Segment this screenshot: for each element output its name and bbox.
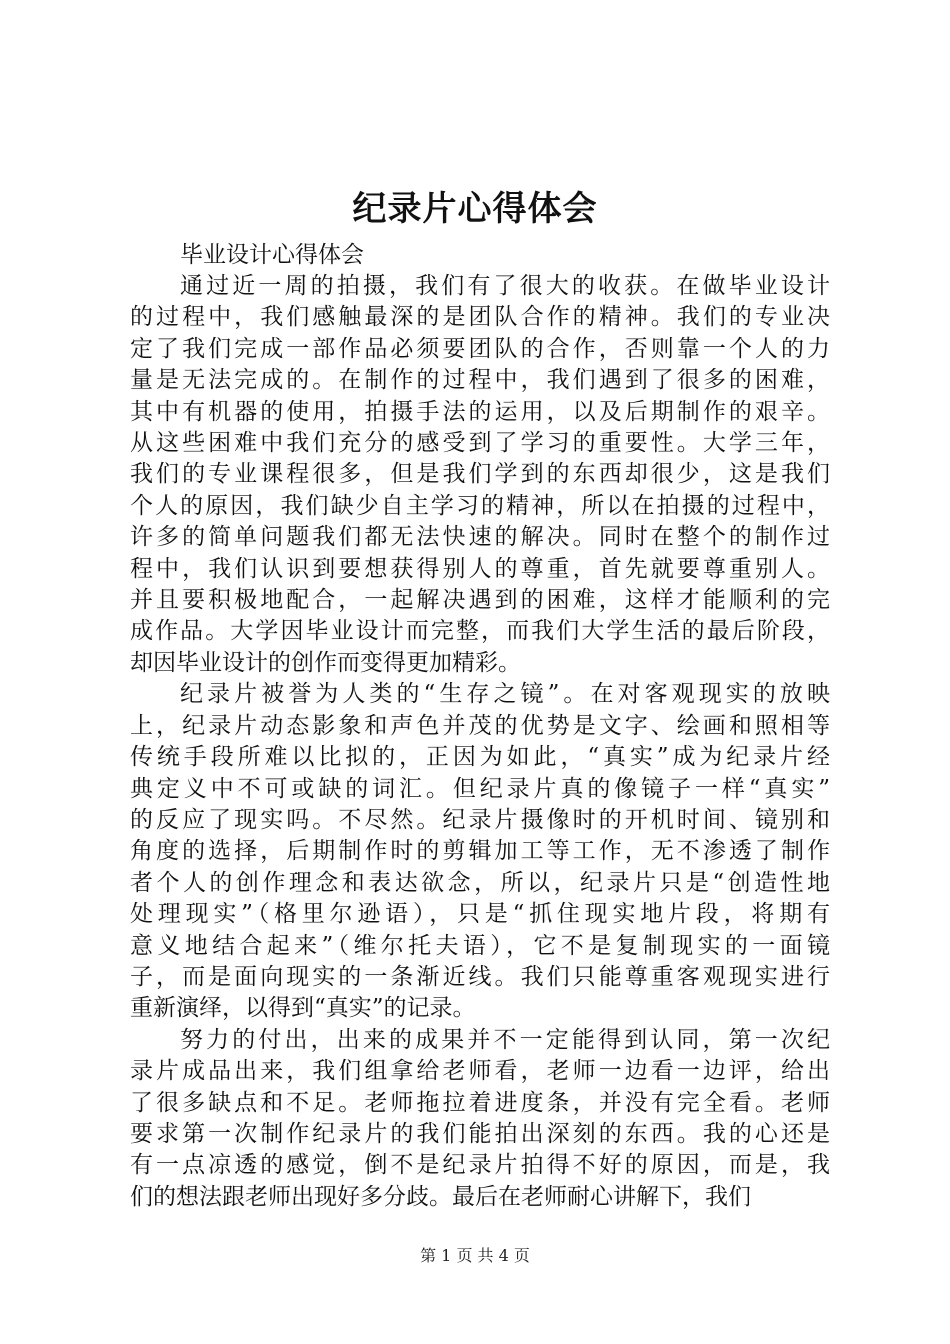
- paragraph-line: 典定义中不可或缺的词汇。但纪录片真的像镜子一样“真实”: [130, 775, 830, 802]
- paragraph-line: 定了我们完成一部作品必须要团队的合作，否则靠一个人的力: [130, 335, 830, 362]
- paragraph-line: 我们的专业课程很多，但是我们学到的东西却很少，这是我们: [130, 461, 830, 488]
- paragraph-line: 有一点凉透的感觉，倒不是纪录片拍得不好的原因，而是，我: [130, 1152, 830, 1179]
- paragraph-line: 传统手段所难以比拟的，正因为如此，“真实”成为纪录片经: [130, 744, 830, 771]
- paragraph-line: 角度的选择，后期制作时的剪辑加工等工作，无不渗透了制作: [130, 838, 830, 865]
- paragraph-line: 要求第一次制作纪录片的我们能拍出深刻的东西。我的心还是: [130, 1120, 830, 1147]
- paragraph: [130, 271, 830, 679]
- document-body: [130, 240, 830, 1213]
- paragraph-line: 录片成品出来，我们组拿给老师看，老师一边看一边评，给出: [130, 1058, 830, 1085]
- paragraph-line: 上，纪录片动态影象和声色并茂的优势是文字、绘画和照相等: [130, 712, 830, 739]
- paragraph-container: [130, 271, 830, 1213]
- paragraph-line: 了很多缺点和不足。老师拖拉着进度条，并没有完全看。老师: [130, 1089, 830, 1116]
- paragraph-line: 者个人的创作理念和表达欲念，所以，纪录片只是“创造性地: [130, 869, 830, 896]
- paragraph: [130, 1025, 830, 1213]
- paragraph-line: 努力的付出，出来的成果并不一定能得到认同，第一次纪: [180, 1026, 830, 1053]
- paragraph-line: 却因毕业设计的创作而变得更加精彩。: [130, 649, 521, 676]
- paragraph-line: 许多的简单问题我们都无法快速的解决。同时在整个的制作过: [130, 524, 830, 551]
- paragraph-line: 的过程中，我们感触最深的是团队合作的精神。我们的专业决: [130, 304, 830, 331]
- paragraph-line: 程中，我们认识到要想获得别人的尊重，首先就要尊重别人。: [130, 555, 830, 582]
- paragraph-line: 成作品。大学因毕业设计而完整，而我们大学生活的最后阶段，: [130, 618, 830, 645]
- page-footer: 第 1 页 共 4 页: [420, 1246, 530, 1265]
- paragraph-line: 其中有机器的使用，拍摄手法的运用，以及后期制作的艰辛。: [130, 398, 830, 425]
- paragraph-line: 并且要积极地配合，一起解决遇到的困难，这样才能顺利的完: [130, 587, 830, 614]
- paragraph-line: 量是无法完成的。在制作的过程中，我们遇到了很多的困难，: [130, 367, 830, 394]
- paragraph-line: 们的想法跟老师出现好多分歧。最后在老师耐心讲解下，我们: [130, 1183, 751, 1210]
- paragraph-line: 纪录片被誉为人类的“生存之镜”。在对客观现实的放映: [180, 681, 830, 708]
- document-title: 纪录片心得体会: [352, 189, 598, 229]
- paragraph-line: 意义地结合起来”（维尔托夫语），它不是复制现实的一面镜: [130, 932, 830, 959]
- paragraph-line: 子，而是面向现实的一条渐近线。我们只能尊重客观现实进行: [130, 963, 830, 990]
- paragraph-line: 从这些困难中我们充分的感受到了学习的重要性。大学三年，: [130, 430, 830, 457]
- paragraph-line: 处理现实”（格里尔逊语），只是“抓住现实地片段，将期有: [130, 901, 830, 928]
- paragraph-line: 通过近一周的拍摄，我们有了很大的收获。在做毕业设计: [180, 273, 830, 299]
- paragraph: [130, 679, 830, 1024]
- paragraph-line: 个人的原因，我们缺少自主学习的精神，所以在拍摄的过程中，: [130, 492, 830, 519]
- document-subtitle: 毕业设计心得体会: [180, 242, 364, 268]
- paragraph-line: 的反应了现实吗。不尽然。纪录片摄像时的开机时间、镜别和: [130, 806, 830, 833]
- paragraph-line: 重新演绎，以得到“真实”的记录。: [130, 995, 476, 1022]
